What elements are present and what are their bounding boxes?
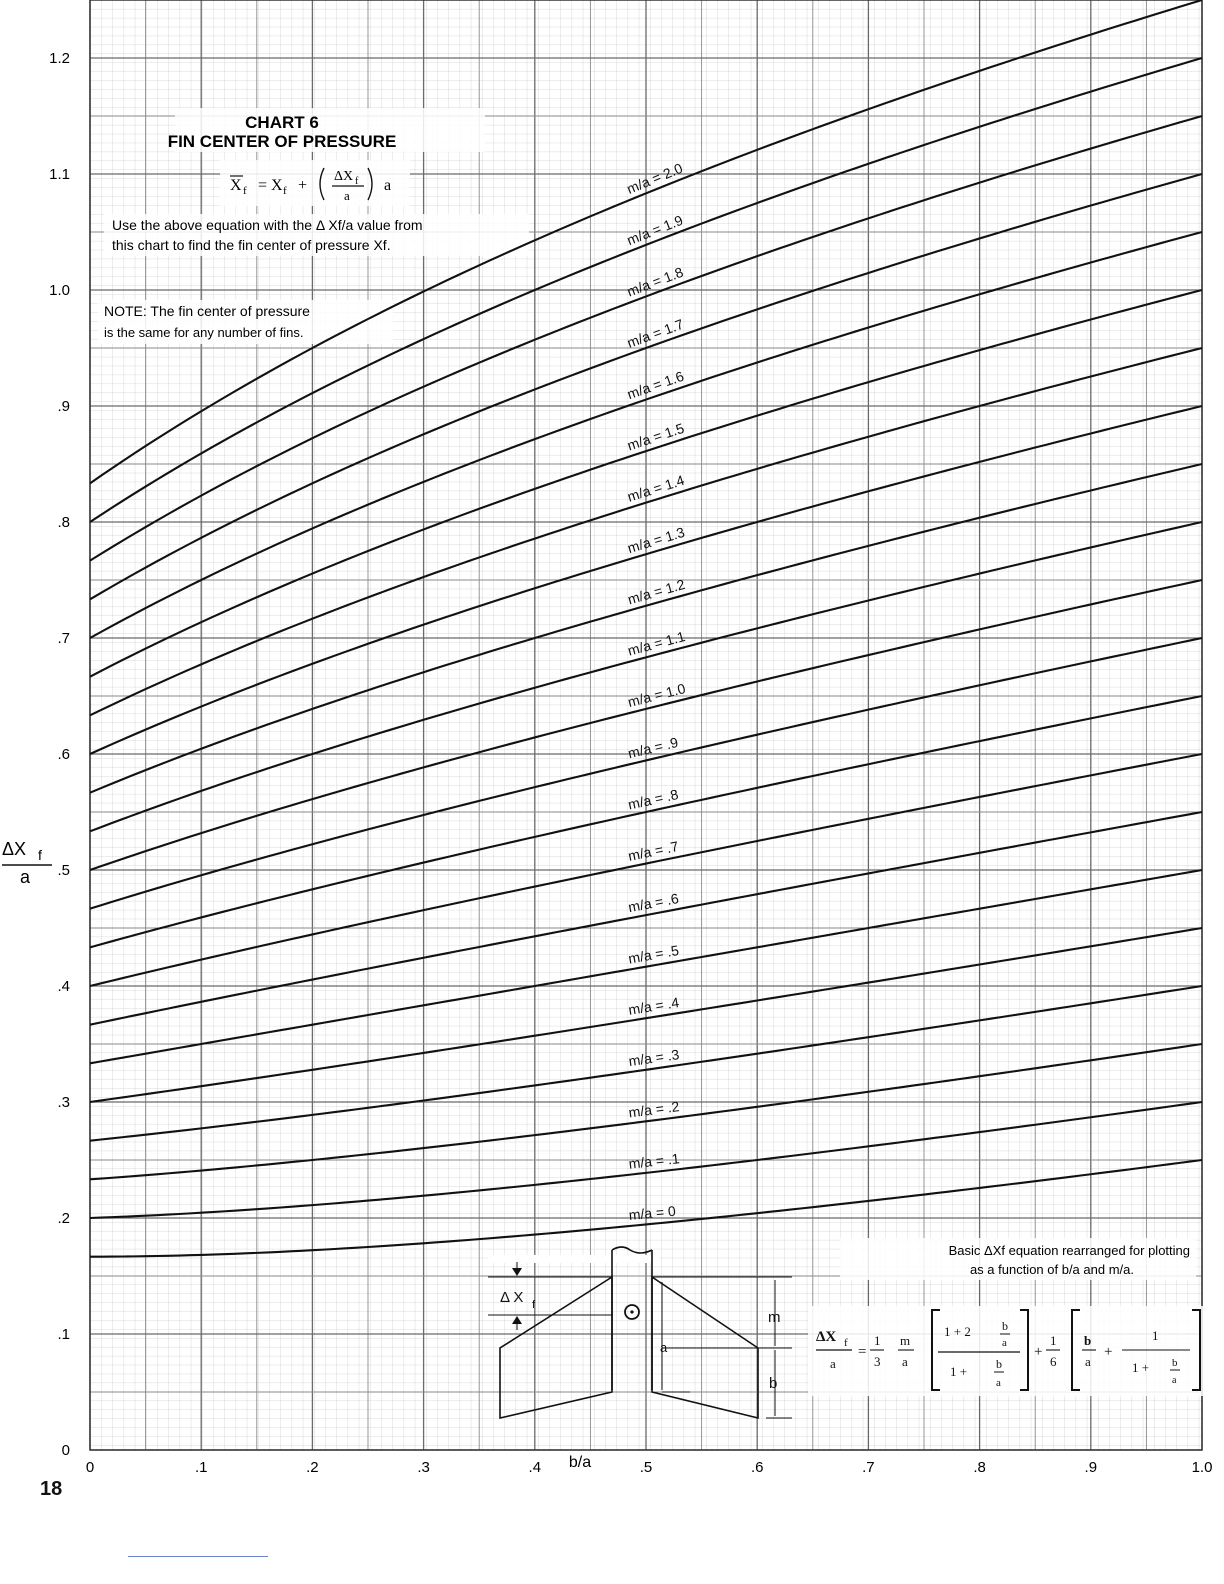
svg-text:b: b xyxy=(996,1357,1002,1371)
y-tick-label: .2 xyxy=(57,1210,70,1227)
curve-label: m/a = 1.0 xyxy=(626,680,688,710)
svg-text:a: a xyxy=(1085,1354,1091,1369)
svg-text:a: a xyxy=(344,188,350,203)
x-tick-label: .6 xyxy=(750,1459,764,1476)
curve-label: m/a = .6 xyxy=(626,890,680,916)
chart-subtitle: FIN CENTER OF PRESSURE xyxy=(167,132,397,151)
y-tick-label: .3 xyxy=(57,1094,70,1111)
x-tick-label: 0 xyxy=(85,1459,95,1476)
svg-text:1 +: 1 + xyxy=(950,1364,968,1379)
curve-label: m/a = .5 xyxy=(627,942,681,967)
svg-text:b: b xyxy=(1002,1319,1008,1333)
curve-label: m/a = 2.0 xyxy=(624,159,685,197)
footer-rule xyxy=(128,1556,268,1557)
svg-text:Use the above equation with th: Use the above equation with the Δ Xf/a value from xyxy=(112,217,423,233)
y-tick-label: .5 xyxy=(57,862,70,879)
curve-label: m/a = 1.2 xyxy=(625,575,687,608)
curve-label: m/a = .7 xyxy=(626,837,680,864)
curve-label: m/a = 1.1 xyxy=(625,628,687,659)
x-tick-label: .9 xyxy=(1084,1459,1098,1476)
svg-text:1 + 2: 1 + 2 xyxy=(944,1324,971,1339)
x-tick-labels xyxy=(86,1459,1213,1476)
curve-label: m/a = .2 xyxy=(627,1098,681,1121)
curve-label: m/a = 1.8 xyxy=(624,263,686,300)
curve-label: m/a = 1.3 xyxy=(625,523,687,557)
svg-text:+: + xyxy=(1034,1344,1043,1360)
curve-label: m/a = 0 xyxy=(628,1202,677,1224)
svg-text:a: a xyxy=(830,1356,836,1371)
svg-text:b: b xyxy=(1172,1357,1178,1369)
svg-text:f: f xyxy=(532,1299,536,1311)
svg-text:=: = xyxy=(858,1344,867,1360)
svg-text:= X: = X xyxy=(258,177,283,194)
svg-text:this chart to find the fin cen: this chart to find the fin center of pressure Xf. xyxy=(112,237,391,253)
x-tick-label: .7 xyxy=(862,1459,875,1476)
svg-text:1: 1 xyxy=(1050,1333,1057,1348)
y-tick-label: 0 xyxy=(61,1442,70,1459)
x-axis-label: b/a xyxy=(568,1454,592,1471)
svg-text:NOTE: The fin center of press: NOTE: The fin center of pressure xyxy=(104,303,310,319)
y-tick-label: .9 xyxy=(57,398,70,415)
svg-text:a: a xyxy=(660,1340,668,1355)
svg-text:6: 6 xyxy=(1050,1354,1057,1369)
curve-label: m/a = 1.4 xyxy=(625,471,687,505)
curve-label: m/a = .9 xyxy=(626,733,680,762)
svg-text:+: + xyxy=(298,177,308,194)
y-tick-label: 1.1 xyxy=(49,166,70,183)
svg-text:ΔX: ΔX xyxy=(816,1329,837,1345)
svg-text:a: a xyxy=(1002,1337,1007,1349)
x-tick-label: .5 xyxy=(639,1459,653,1476)
x-tick-label: 1.0 xyxy=(1191,1459,1213,1476)
svg-text:a: a xyxy=(996,1377,1001,1389)
svg-text:ΔX: ΔX xyxy=(2,839,27,859)
x-tick-label: .1 xyxy=(194,1459,208,1476)
x-tick-label: .2 xyxy=(306,1459,319,1476)
curve-label: m/a = 1.7 xyxy=(624,315,686,351)
y-tick-label: .1 xyxy=(57,1326,70,1343)
svg-text:1 +: 1 + xyxy=(1132,1360,1150,1375)
svg-text:a: a xyxy=(902,1354,908,1369)
x-tick-label: .8 xyxy=(973,1459,986,1476)
svg-text:a: a xyxy=(1172,1375,1177,1386)
svg-text:m: m xyxy=(768,1309,781,1326)
curve-label: m/a = 1.5 xyxy=(625,419,687,454)
y-tick-label: .7 xyxy=(57,630,70,647)
svg-text:+: + xyxy=(1104,1344,1113,1360)
svg-text:a: a xyxy=(384,177,392,194)
y-tick-labels xyxy=(49,50,70,1459)
svg-text:f: f xyxy=(38,847,42,863)
svg-text:1: 1 xyxy=(874,1333,881,1348)
y-tick-label: .6 xyxy=(57,746,70,763)
chart-title: CHART 6 xyxy=(245,113,319,132)
svg-text:Δ X: Δ X xyxy=(500,1289,524,1306)
svg-text:a: a xyxy=(20,867,31,887)
svg-text:is the same for any number of: is the same for any number of fins. xyxy=(104,325,304,340)
x-tick-label: .4 xyxy=(528,1459,542,1476)
svg-text:X: X xyxy=(230,177,242,194)
curve-label: m/a = .8 xyxy=(626,785,680,813)
svg-text:as a function of b/a and m/a.: as a function of b/a and m/a. xyxy=(969,1262,1134,1277)
svg-text:b: b xyxy=(769,1375,778,1392)
svg-text:3: 3 xyxy=(874,1354,881,1369)
svg-text:b: b xyxy=(1084,1333,1092,1348)
svg-text:m: m xyxy=(900,1333,911,1348)
y-tick-label: 1.0 xyxy=(49,282,70,299)
svg-text:Basic ΔXf equation rearranged: Basic ΔXf equation rearranged for plotting xyxy=(948,1243,1190,1258)
curve-label: m/a = 1.6 xyxy=(625,367,686,403)
curve-label: m/a = .1 xyxy=(627,1150,681,1172)
svg-text:f: f xyxy=(243,185,247,197)
svg-text:f: f xyxy=(283,185,287,197)
y-tick-label: .4 xyxy=(57,978,70,995)
svg-text:f: f xyxy=(355,176,359,187)
svg-text:ΔX: ΔX xyxy=(334,169,354,184)
curve-label: m/a = .3 xyxy=(627,1046,681,1070)
y-tick-label: .8 xyxy=(57,514,70,531)
curve-label: m/a = .4 xyxy=(627,994,681,1018)
curve-label: m/a = 1.9 xyxy=(624,211,686,249)
y-axis-label xyxy=(2,839,52,887)
y-tick-label: 1.2 xyxy=(49,50,70,67)
svg-text:1: 1 xyxy=(1152,1328,1159,1343)
svg-text:f: f xyxy=(844,1337,848,1349)
x-tick-label: .3 xyxy=(417,1459,430,1476)
page-number: 18 xyxy=(40,1478,63,1500)
